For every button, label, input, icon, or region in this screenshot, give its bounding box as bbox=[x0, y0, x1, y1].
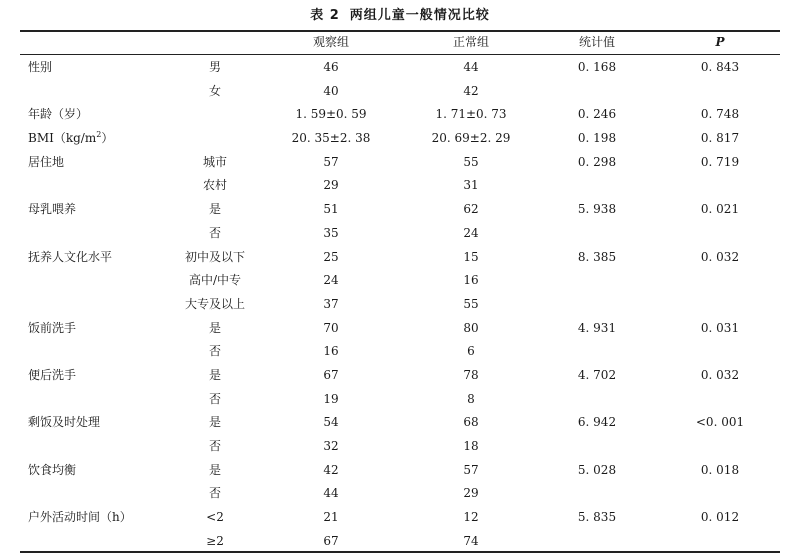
row-p-value bbox=[660, 103, 780, 127]
table-row bbox=[20, 151, 780, 175]
row-subgroup bbox=[170, 530, 260, 554]
row-normal-value bbox=[411, 435, 531, 459]
row-subgroup bbox=[170, 364, 260, 388]
row-variable-text: 饭前洗手 bbox=[28, 320, 77, 335]
row-normal-value bbox=[411, 151, 531, 175]
row-p-value bbox=[660, 364, 780, 388]
row-observe-value-text: 57 bbox=[323, 154, 339, 169]
row-subgroup bbox=[170, 317, 260, 341]
row-p-value bbox=[660, 293, 780, 317]
bottom-rule bbox=[20, 551, 780, 553]
row-subgroup bbox=[170, 482, 260, 506]
row-p-value bbox=[660, 482, 780, 506]
table-title: 两组儿童一般情况比较 bbox=[349, 8, 490, 23]
row-normal-value bbox=[411, 56, 531, 80]
row-statistic bbox=[532, 269, 662, 293]
row-statistic bbox=[532, 151, 662, 175]
row-p-value bbox=[660, 174, 780, 198]
row-p-value-text: 0. 012 bbox=[700, 510, 740, 525]
row-subgroup bbox=[170, 103, 260, 127]
row-p-value bbox=[660, 435, 780, 459]
row-observe-value bbox=[271, 80, 391, 104]
row-observe-value-text: 35 bbox=[323, 225, 339, 240]
row-variable bbox=[28, 506, 132, 530]
row-statistic bbox=[532, 482, 662, 506]
row-subgroup-text: 否 bbox=[208, 391, 221, 406]
row-subgroup bbox=[170, 222, 260, 246]
table-row bbox=[20, 364, 780, 388]
row-variable bbox=[28, 56, 52, 80]
row-subgroup bbox=[170, 151, 260, 175]
row-observe-value-text: 51 bbox=[323, 202, 339, 217]
row-subgroup-text: 是 bbox=[208, 462, 221, 477]
row-subgroup-text: <2 bbox=[206, 510, 224, 525]
row-p-value bbox=[660, 246, 780, 270]
row-subgroup bbox=[170, 411, 260, 435]
row-statistic-text: 0. 198 bbox=[577, 131, 617, 146]
row-statistic bbox=[532, 198, 662, 222]
row-observe-value-text: 32 bbox=[323, 439, 339, 453]
row-observe-value bbox=[271, 151, 391, 175]
row-p-value bbox=[660, 198, 780, 222]
row-normal-value-text: 68 bbox=[463, 415, 479, 430]
row-variable-text: 性别 bbox=[28, 60, 53, 74]
row-observe-value-text: 42 bbox=[323, 462, 339, 477]
row-statistic bbox=[532, 293, 662, 317]
row-statistic bbox=[532, 317, 662, 341]
row-p-value bbox=[660, 388, 780, 412]
row-observe-value bbox=[271, 411, 391, 435]
row-subgroup bbox=[170, 246, 260, 270]
row-statistic-text: 0. 168 bbox=[577, 60, 617, 74]
row-normal-value bbox=[411, 459, 531, 483]
row-subgroup-text: 初中及以下 bbox=[184, 249, 245, 264]
row-observe-value bbox=[271, 364, 391, 388]
row-normal-value bbox=[411, 482, 531, 506]
row-variable-text: 便后洗手 bbox=[28, 367, 77, 382]
row-statistic bbox=[532, 340, 662, 364]
row-p-value-text: 0. 748 bbox=[700, 107, 740, 122]
row-subgroup bbox=[170, 435, 260, 459]
row-statistic bbox=[532, 103, 662, 127]
row-normal-value-text: 74 bbox=[463, 533, 479, 548]
row-statistic-text: 4. 931 bbox=[577, 320, 617, 335]
row-observe-value bbox=[271, 459, 391, 483]
table-row bbox=[20, 174, 780, 198]
row-normal-value bbox=[411, 103, 531, 127]
row-observe-value bbox=[271, 530, 391, 554]
row-normal-value-text: 6 bbox=[467, 344, 475, 359]
row-normal-value bbox=[411, 127, 531, 151]
row-observe-value bbox=[271, 506, 391, 530]
row-statistic bbox=[532, 246, 662, 270]
row-subgroup-text: 是 bbox=[208, 415, 221, 430]
row-variable-text: 居住地 bbox=[28, 154, 65, 169]
row-normal-value bbox=[411, 364, 531, 388]
row-observe-value bbox=[271, 317, 391, 341]
row-normal-value-text: 18 bbox=[463, 439, 479, 453]
table-row bbox=[20, 411, 780, 435]
row-observe-value bbox=[271, 435, 391, 459]
table-row bbox=[20, 435, 780, 459]
table-number: 表 2 bbox=[310, 8, 340, 23]
row-subgroup-text: 否 bbox=[208, 225, 221, 240]
table-row bbox=[20, 293, 780, 317]
row-variable bbox=[28, 151, 64, 175]
row-statistic bbox=[532, 435, 662, 459]
row-subgroup-text: 女 bbox=[208, 83, 221, 98]
row-subgroup bbox=[170, 127, 260, 151]
row-observe-value-text: 24 bbox=[323, 273, 339, 288]
row-observe-value bbox=[271, 482, 391, 506]
table-row bbox=[20, 340, 780, 364]
row-variable bbox=[28, 127, 113, 151]
row-p-value bbox=[660, 269, 780, 293]
row-normal-value-text: 8 bbox=[467, 391, 475, 406]
row-subgroup bbox=[170, 174, 260, 198]
row-normal-value bbox=[411, 506, 531, 530]
row-statistic-text: 5. 938 bbox=[577, 202, 617, 217]
row-p-value bbox=[660, 56, 780, 80]
row-variable-text: 饮食均衡 bbox=[28, 462, 77, 477]
row-normal-value-text: 31 bbox=[463, 178, 479, 193]
row-observe-value-text: 25 bbox=[323, 249, 339, 264]
row-normal-value-text: 16 bbox=[463, 273, 479, 288]
row-observe-value-text: 19 bbox=[323, 391, 339, 406]
row-observe-value bbox=[271, 340, 391, 364]
row-p-value-text: 0. 817 bbox=[700, 131, 740, 146]
row-normal-value bbox=[411, 388, 531, 412]
table-row bbox=[20, 103, 780, 127]
row-p-value bbox=[660, 530, 780, 554]
row-subgroup bbox=[170, 293, 260, 317]
table-row bbox=[20, 80, 780, 104]
row-observe-value bbox=[271, 388, 391, 412]
row-normal-value-text: 55 bbox=[463, 154, 479, 169]
row-variable bbox=[28, 459, 76, 483]
row-statistic bbox=[532, 56, 662, 80]
table-body bbox=[20, 56, 780, 553]
row-observe-value-text: 20. 35±2. 38 bbox=[291, 131, 371, 146]
header-normal-group: 正常组 bbox=[452, 35, 489, 49]
row-p-value bbox=[660, 411, 780, 435]
row-p-value-text: 0. 032 bbox=[700, 367, 740, 382]
row-normal-value-text: 29 bbox=[463, 486, 479, 501]
row-observe-value-text: 54 bbox=[323, 415, 339, 430]
row-subgroup-text: 否 bbox=[208, 439, 221, 453]
unit-superscript: 2 bbox=[96, 130, 102, 140]
row-observe-value bbox=[271, 127, 391, 151]
row-observe-value-text: 67 bbox=[323, 367, 339, 382]
row-statistic bbox=[532, 222, 662, 246]
row-subgroup bbox=[170, 269, 260, 293]
row-observe-value-text: 37 bbox=[323, 296, 339, 311]
row-subgroup-text: 否 bbox=[208, 486, 221, 501]
row-statistic bbox=[532, 388, 662, 412]
row-variable-text: 母乳喂养 bbox=[28, 202, 77, 217]
row-variable-text: BMI（kg/m bbox=[28, 131, 97, 146]
row-normal-value bbox=[411, 317, 531, 341]
header-observe-group: 观察组 bbox=[312, 35, 349, 49]
row-p-value-text: 0. 021 bbox=[700, 202, 740, 217]
row-observe-value-text: 70 bbox=[323, 320, 339, 335]
row-normal-value-text: 42 bbox=[463, 83, 479, 98]
row-normal-value-text: 62 bbox=[463, 202, 479, 217]
row-normal-value bbox=[411, 411, 531, 435]
row-p-value-text: 0. 843 bbox=[700, 60, 740, 74]
row-variable-text: 年龄（岁） bbox=[28, 107, 89, 122]
row-normal-value-text: 24 bbox=[463, 225, 479, 240]
row-normal-value-text: 1. 71±0. 73 bbox=[435, 107, 507, 122]
table-row bbox=[20, 506, 780, 530]
row-observe-value bbox=[271, 269, 391, 293]
row-observe-value-text: 46 bbox=[323, 60, 339, 74]
row-normal-value bbox=[411, 293, 531, 317]
row-variable-text: 抚养人文化水平 bbox=[28, 249, 113, 264]
row-observe-value bbox=[271, 293, 391, 317]
row-subgroup-text: 是 bbox=[208, 320, 221, 335]
row-normal-value-text: 12 bbox=[463, 510, 479, 525]
row-statistic-text: 0. 298 bbox=[577, 154, 617, 169]
row-observe-value-text: 16 bbox=[323, 344, 339, 359]
row-statistic bbox=[532, 506, 662, 530]
row-observe-value bbox=[271, 222, 391, 246]
row-subgroup-text: 是 bbox=[208, 367, 221, 382]
row-p-value bbox=[660, 506, 780, 530]
row-subgroup bbox=[170, 340, 260, 364]
row-variable bbox=[28, 317, 76, 341]
row-p-value bbox=[660, 317, 780, 341]
row-p-value bbox=[660, 80, 780, 104]
row-normal-value bbox=[411, 340, 531, 364]
row-subgroup bbox=[170, 506, 260, 530]
row-p-value-text: 0. 032 bbox=[700, 249, 740, 264]
row-p-value-text: 0. 018 bbox=[700, 462, 740, 477]
table-row bbox=[20, 222, 780, 246]
row-variable-text: 户外活动时间（h） bbox=[28, 510, 132, 525]
table-row bbox=[20, 246, 780, 270]
row-p-value bbox=[660, 222, 780, 246]
row-statistic bbox=[532, 174, 662, 198]
row-observe-value bbox=[271, 103, 391, 127]
row-variable bbox=[28, 103, 88, 127]
row-statistic-text: 5. 028 bbox=[577, 462, 617, 477]
row-observe-value-text: 29 bbox=[323, 178, 339, 193]
row-normal-value bbox=[411, 246, 531, 270]
row-observe-value-text: 1. 59±0. 59 bbox=[295, 107, 367, 122]
row-normal-value-text: 80 bbox=[463, 320, 479, 335]
unit-close-paren: ） bbox=[101, 131, 114, 146]
row-subgroup-text: 男 bbox=[208, 60, 221, 74]
row-statistic-text: 5. 835 bbox=[577, 510, 617, 525]
header-rule bbox=[20, 54, 780, 55]
row-subgroup bbox=[170, 80, 260, 104]
row-variable bbox=[28, 198, 76, 222]
row-normal-value-text: 57 bbox=[463, 462, 479, 477]
row-normal-value bbox=[411, 174, 531, 198]
row-statistic bbox=[532, 127, 662, 151]
row-p-value bbox=[660, 459, 780, 483]
row-normal-value-text: 78 bbox=[463, 367, 479, 382]
row-statistic-text: 6. 942 bbox=[577, 415, 617, 430]
row-subgroup-text: 大专及以上 bbox=[184, 296, 245, 311]
row-p-value-text: 0. 719 bbox=[700, 154, 740, 169]
row-p-value bbox=[660, 127, 780, 151]
row-variable-text: 剩饭及时处理 bbox=[28, 415, 101, 430]
row-statistic-text: 8. 385 bbox=[577, 249, 617, 264]
row-statistic-text: 4. 702 bbox=[577, 367, 617, 382]
row-normal-value-text: 15 bbox=[463, 249, 479, 264]
row-normal-value bbox=[411, 269, 531, 293]
table-row bbox=[20, 459, 780, 483]
row-p-value-text: 0. 031 bbox=[700, 320, 740, 335]
row-subgroup-text: 是 bbox=[208, 202, 221, 217]
row-variable bbox=[28, 246, 112, 270]
row-subgroup-text: ≥2 bbox=[206, 533, 224, 548]
row-subgroup bbox=[170, 459, 260, 483]
row-observe-value-text: 44 bbox=[323, 486, 339, 501]
row-subgroup-text: 否 bbox=[208, 344, 221, 359]
table-header bbox=[20, 31, 780, 54]
row-statistic bbox=[532, 80, 662, 104]
row-statistic-text: 0. 246 bbox=[577, 107, 617, 122]
row-observe-value-text: 21 bbox=[323, 510, 339, 525]
row-observe-value-text: 67 bbox=[323, 533, 339, 548]
row-observe-value bbox=[271, 246, 391, 270]
table-row bbox=[20, 56, 780, 80]
row-normal-value-text: 44 bbox=[463, 60, 479, 74]
row-subgroup-text: 城市 bbox=[202, 154, 227, 169]
table-row bbox=[20, 317, 780, 341]
row-observe-value-text: 40 bbox=[323, 83, 339, 98]
row-observe-value bbox=[271, 198, 391, 222]
row-statistic bbox=[532, 411, 662, 435]
row-p-value bbox=[660, 340, 780, 364]
row-subgroup-text: 高中/中专 bbox=[188, 273, 242, 288]
header-statistic: 统计值 bbox=[578, 35, 615, 49]
row-variable bbox=[28, 364, 76, 388]
row-normal-value-text: 55 bbox=[463, 296, 479, 311]
table-row bbox=[20, 530, 780, 554]
row-normal-value bbox=[411, 80, 531, 104]
table-caption bbox=[0, 4, 800, 28]
row-observe-value bbox=[271, 174, 391, 198]
row-statistic bbox=[532, 530, 662, 554]
row-normal-value bbox=[411, 198, 531, 222]
row-normal-value-text: 20. 69±2. 29 bbox=[431, 131, 511, 146]
row-subgroup bbox=[170, 198, 260, 222]
row-statistic bbox=[532, 459, 662, 483]
row-subgroup bbox=[170, 56, 260, 80]
table-row bbox=[20, 269, 780, 293]
table-row bbox=[20, 388, 780, 412]
row-p-value bbox=[660, 151, 780, 175]
row-subgroup bbox=[170, 388, 260, 412]
row-normal-value bbox=[411, 530, 531, 554]
row-normal-value bbox=[411, 222, 531, 246]
row-subgroup-text: 农村 bbox=[202, 178, 227, 193]
row-statistic bbox=[532, 364, 662, 388]
header-p-value: P bbox=[715, 35, 725, 49]
table-row bbox=[20, 198, 780, 222]
row-variable bbox=[28, 411, 100, 435]
row-p-value-text: <0. 001 bbox=[695, 415, 745, 430]
row-observe-value bbox=[271, 56, 391, 80]
table-row bbox=[20, 127, 780, 151]
table-row bbox=[20, 482, 780, 506]
